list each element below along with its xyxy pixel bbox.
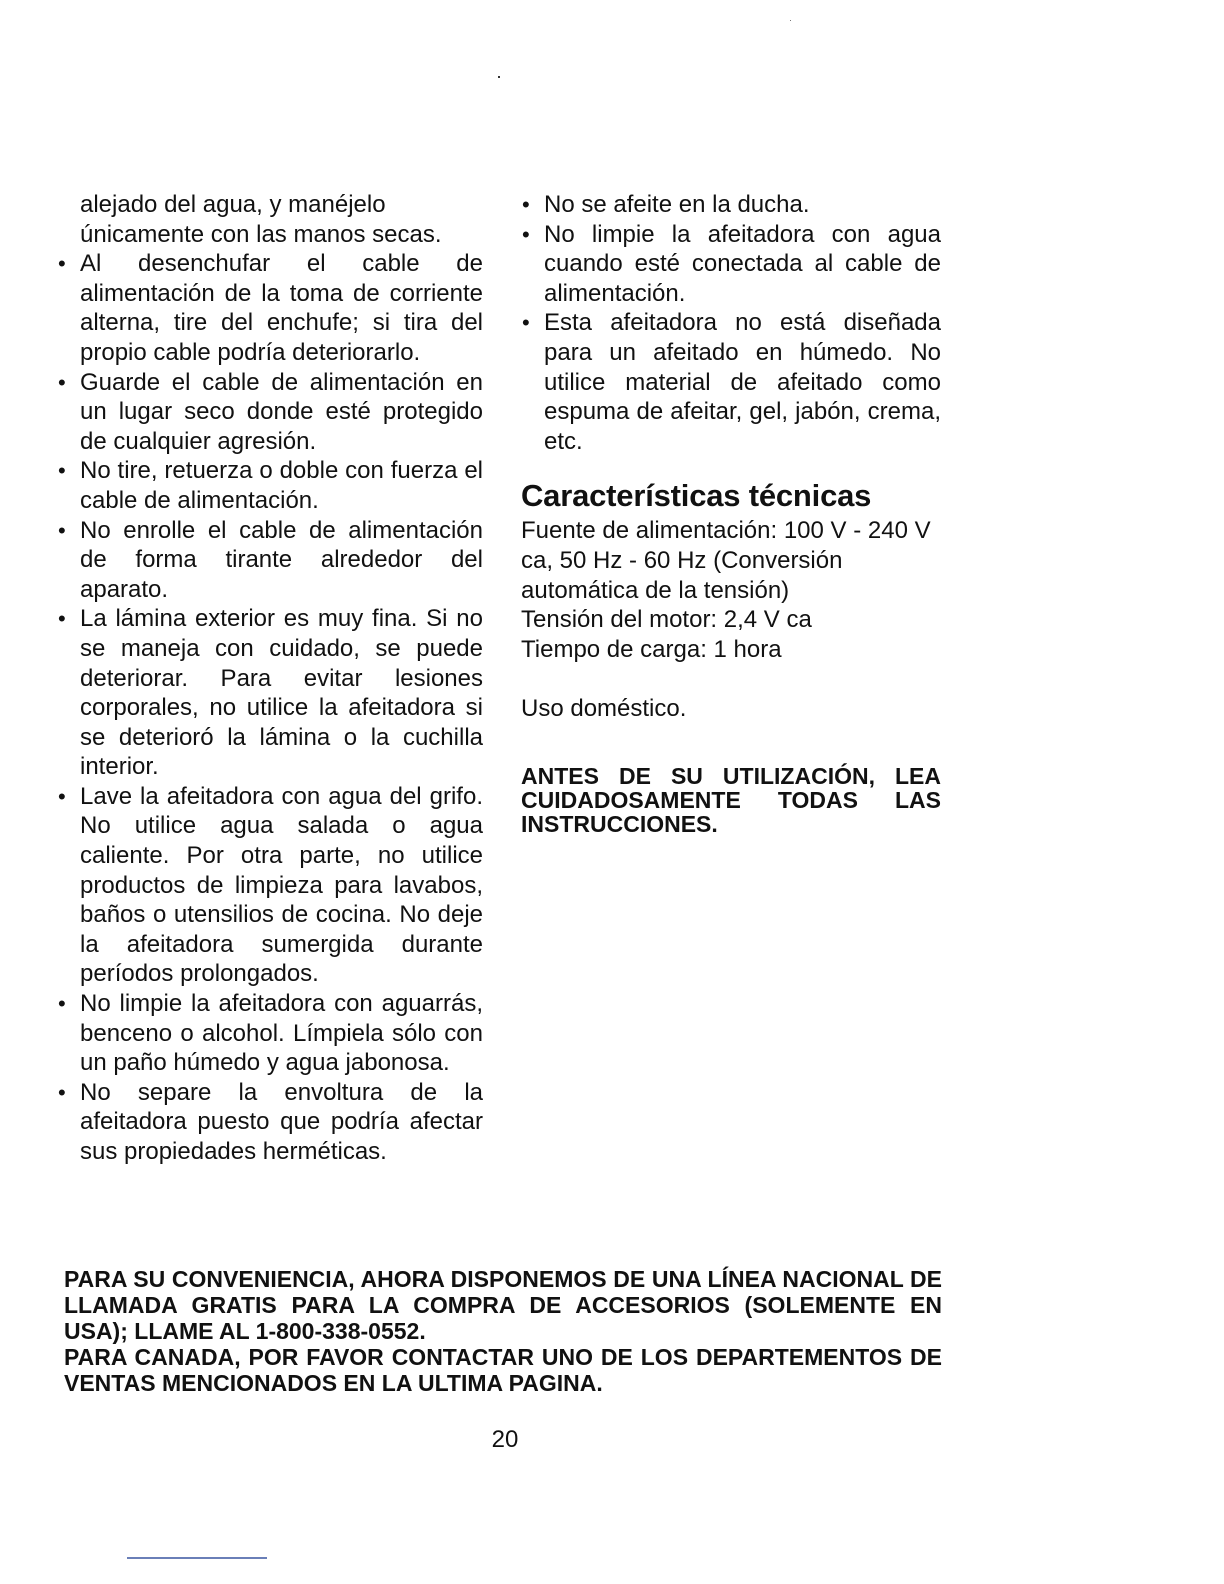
list-item-text: No enrolle el cable de alimentación de forma tirante alrededor del aparato.: [80, 516, 483, 603]
intro-paragraph: alejado del agua, y manéjelo únicamente con las manos secas.: [80, 191, 442, 248]
list-item: [57, 516, 483, 605]
read-instructions-warning: ANTES DE SU UTILIZACIÓN, LEA CUIDADOSAMENTE TODAS LAS INSTRUCCIONES.: [521, 762, 941, 837]
list-item: [521, 308, 941, 456]
spec-usage: Uso doméstico.: [521, 695, 687, 723]
list-item-text: Guarde el cable de alimentación en un lugar seco donde esté protegido de cualquier agresión.: [80, 368, 483, 455]
bullet-icon: •: [58, 369, 66, 395]
bullet-icon: •: [58, 251, 66, 277]
list-item: [57, 456, 483, 515]
canada-notice: PARA CANADA, POR FAVOR CONTACTAR UNO DE LOS DEPARTEMENTOS DE VENTAS MENCIONADOS EN LA ULTIMA PAGINA.: [64, 1344, 942, 1396]
bullet-icon: •: [58, 606, 66, 632]
left-bullet-list: [57, 249, 483, 1166]
usa-hotline-notice: PARA SU CONVENIENCIA, AHORA DISPONEMOS DE UNA LÍNEA NACIONAL DE LLAMADA GRATIS PARA LA COMPRA DE ACCESORIOS (SOLEMENTE EN USA); LLAME AL 1-800-338-0552.: [64, 1266, 942, 1344]
right-column: [521, 190, 941, 836]
bottom-rule: [127, 1557, 267, 1559]
spec-charge-time: Tiempo de carga: 1 hora: [521, 635, 782, 663]
list-item-text: No tire, retuerza o doble con fuerza el cable de alimentación.: [80, 457, 483, 514]
list-item-text: La lámina exterior es muy fina. Si no se maneja con cuidado, se puede deteriorar. Para evitar lesiones corporales, no utilice la afeitadora si se deterioró la lámina o la cuchilla interior.: [80, 605, 483, 781]
list-item-text: Lave la afeitadora con agua del grifo. No utilice agua salada o agua caliente. Por otra parte, no utilice productos de limpieza para lavabos, baños o utensilios de cocina. No deje la afeitadora sumergida durante períodos prolongados.: [80, 782, 483, 988]
list-item-text: No se afeite en la ducha.: [544, 191, 810, 218]
scan-speck: [790, 20, 791, 21]
bullet-icon: •: [58, 1079, 66, 1105]
right-bullet-list: [521, 190, 941, 456]
list-item: [521, 190, 941, 220]
bullet-icon: •: [522, 221, 530, 247]
list-item-text: Al desenchufar el cable de alimentación de la toma de corriente alterna, tire del enchufe; si tira del propio cable podría deteriorarlo.: [80, 250, 483, 366]
bullet-icon: •: [58, 991, 66, 1017]
list-item-text: No limpie la afeitadora con aguarrás, benceno o alcohol. Límpiela sólo con un paño húmedo y agua jabonosa.: [80, 990, 483, 1077]
list-item: [57, 782, 483, 989]
bullet-icon: •: [58, 783, 66, 809]
left-column: [57, 190, 483, 1167]
bullet-icon: •: [58, 458, 66, 484]
bullet-icon: •: [522, 310, 530, 336]
spec-power-source: Fuente de alimentación: 100 V - 240 V ca, 50 Hz - 60 Hz (Conversión automática de la tensión): [521, 517, 931, 604]
list-item-text: Esta afeitadora no está diseñada para un afeitado en húmedo. No utilice material de afeitado como espuma de afeitar, gel, jabón, crema, etc.: [544, 309, 941, 455]
page-number: 20: [491, 1426, 519, 1453]
list-item: [521, 220, 941, 309]
accessories-notice: [64, 1266, 942, 1396]
list-item-text: No limpie la afeitadora con agua cuando esté conectada al cable de alimentación.: [544, 220, 941, 307]
specs-heading: Características técnicas: [521, 478, 872, 514]
spec-motor-voltage: Tensión del motor: 2,4 V ca: [521, 606, 812, 634]
list-item-text: No separe la envoltura de la afeitadora puesto que podría afectar sus propiedades herméticas.: [80, 1078, 483, 1165]
list-item: [57, 368, 483, 457]
list-item: [57, 604, 483, 782]
scan-speck: [498, 76, 500, 78]
bullet-icon: •: [522, 192, 530, 217]
list-item: [57, 249, 483, 367]
list-item: [57, 989, 483, 1078]
bullet-icon: •: [58, 517, 66, 543]
list-item: [57, 1078, 483, 1167]
